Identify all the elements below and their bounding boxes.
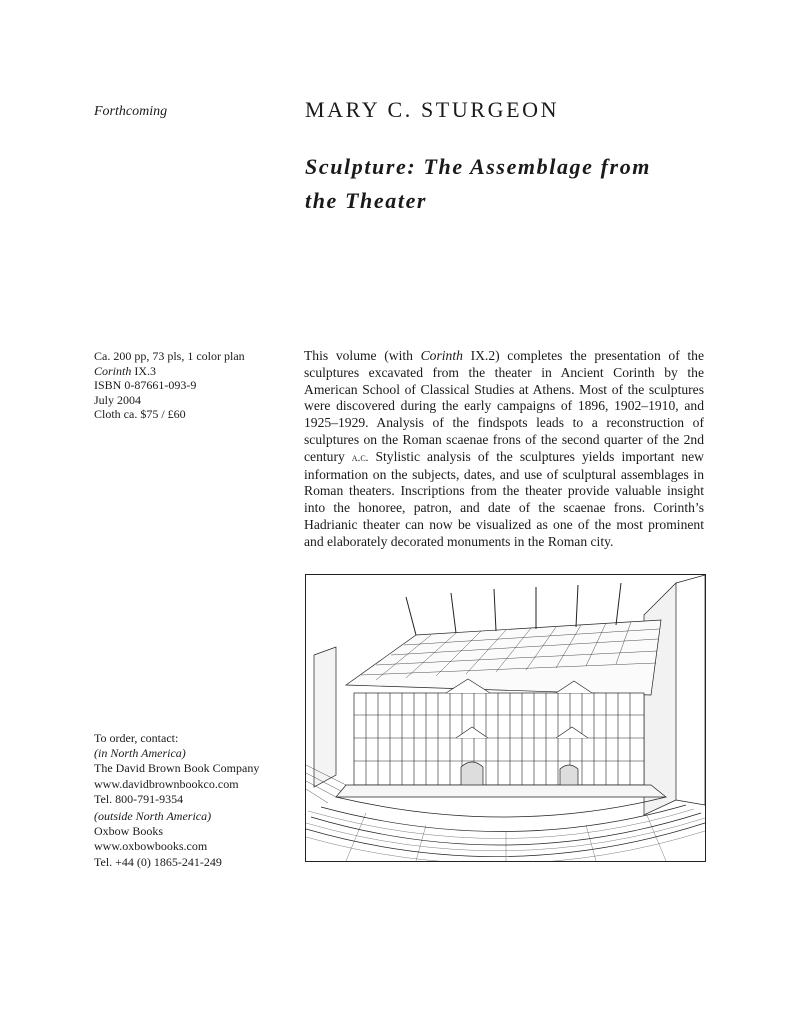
north-america-label: [94, 746, 259, 761]
international-company: Oxbow Books: [94, 824, 164, 839]
desc-part-1: This volume (with: [304, 348, 421, 363]
desc-era: a.c.: [351, 451, 369, 464]
forthcoming-label: Forthcoming: [94, 104, 168, 119]
page-count: Ca. 200 pp, 73 pls, 1 color plan: [94, 349, 245, 363]
author-name: MARY C. STURGEON: [305, 97, 560, 122]
theater-illustration: [305, 574, 706, 862]
description-paragraph: [304, 348, 704, 551]
theater-drawing: [306, 575, 705, 861]
desc-corinth: Corinth: [420, 348, 463, 363]
desc-part-2: IX.2) completes the presentation of the sculptures excavated from the theater in Ancient Corinth by the American School of Classical Studies at Athens. Most of the sculptures were discovered during the early campaigns of 1896, 1902–1910, and 1925–1929. Analysis of the findspots leads to a reconstruction of sculptures on the Roman scaenae frons of the second quarter of the 2nd century: [304, 348, 704, 464]
book-title-line-1: Sculpture: The Assemblage from: [305, 154, 652, 179]
north-america-website[interactable]: www.davidbrownbookco.com: [94, 776, 239, 791]
north-america-phone: Tel. 800-791-9354: [94, 791, 184, 806]
series-title: Corinth: [94, 363, 132, 378]
book-title: [305, 150, 725, 218]
international-phone: Tel. +44 (0) 1865-241-249: [94, 854, 222, 869]
isbn: ISBN 0-87661-093-9: [94, 378, 197, 393]
publication-info: [94, 349, 245, 422]
north-america-company: The David Brown Book Company: [94, 761, 260, 776]
north-america-label-text: (in North America): [94, 746, 186, 761]
order-heading: To order, contact:: [94, 731, 179, 745]
series: [94, 364, 245, 379]
book-title-line-2: the Theater: [305, 188, 428, 213]
series-number: IX.3: [131, 363, 157, 378]
price: Cloth ca. $75 / £60: [94, 407, 186, 422]
desc-part-3: Stylistic analysis of the sculptures yields important new information on the subjects, dates, and use of sculptural assemblages in Roman theaters. Inscriptions from the theater provide valuable insight into the honoree, patron, and date of the scaenae frons. Corinth’s Hadrianic theater can now be visualized as one of the most prominent and elaborately decorated monuments in the Roman city.: [304, 448, 704, 549]
order-contact: [94, 731, 259, 870]
international-label: [94, 809, 259, 824]
international-label-text: (outside North America): [94, 809, 212, 824]
publication-date: July 2004: [94, 392, 142, 407]
international-website[interactable]: www.oxbowbooks.com: [94, 839, 208, 854]
